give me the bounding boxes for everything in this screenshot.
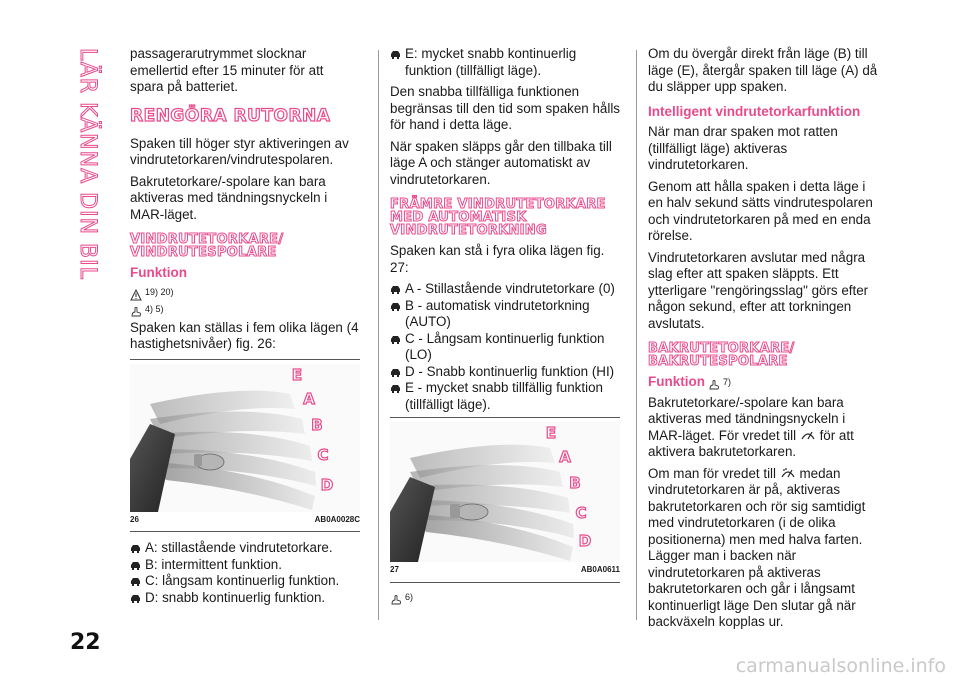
car-bullet-icon — [390, 367, 401, 377]
figure-27-caption — [390, 562, 620, 583]
fig27-letter-d: D — [578, 532, 592, 550]
list-item: B - automatisk vindrutetorkning (AUTO) — [390, 298, 620, 331]
list-item: A: stillastående vindrutetorkare. — [130, 540, 360, 557]
heading-clean-windows: RENGÖRA RUTORNA — [130, 105, 331, 126]
paragraph-direct-b-to-e: Om du övergår direkt från läge (B) till läge (E), återgår spaken till läge (A) då du släpper upp spaken. — [648, 46, 878, 94]
car-bullet-icon — [390, 383, 401, 393]
figure-27-code: AB0A0611 — [580, 565, 620, 574]
paragraph-fast-temp: Den snabba tillfälliga funktionen begränsas till den tid som spaken hålls för hand i detta läge. — [390, 84, 621, 132]
figure-27 — [390, 417, 620, 583]
list-item: D: snabb kontinuerlig funktion. — [130, 590, 360, 607]
paragraph-four-positions: Spaken kan stå i fyra olika lägen fig. 27: — [390, 243, 605, 275]
figure-26-code: AB0A0028C — [314, 514, 360, 524]
fig26-letter-c: C — [317, 445, 329, 464]
warning-triangle-icon — [130, 289, 142, 301]
fig27-letter-e: E — [545, 424, 557, 442]
list-item: D - Snabb kontinuerlig funktion (HI) — [390, 364, 620, 381]
list-item: C - Långsam kontinuerlig funktion (LO) — [390, 331, 620, 364]
paragraph-half-second: Genom att hålla spaken i detta läge i en halv sekund sätts vindrutespolaren och vindrutetorkaren på med en enda rörelse. — [648, 178, 873, 243]
rear-wiper-icon — [800, 429, 816, 441]
paragraph-release-lever: När spaken släpps går den tillbaka till läge A och stänger automatiskt av vindrutetorkaren. — [390, 138, 612, 187]
column-divider-2 — [636, 50, 637, 620]
position-list-2 — [390, 281, 620, 413]
fig26-letter-b: B — [311, 415, 323, 434]
watermark: carmanualsonline.info — [735, 655, 946, 677]
fig26-letter-e: E — [291, 365, 303, 384]
list-item: E: mycket snabb kontinuerlig funktion (tillfälligt läge). — [390, 46, 620, 79]
figure-27-number: 27 — [390, 565, 399, 574]
note-hand-icon — [390, 594, 402, 606]
figure-26-number: 26 — [130, 514, 139, 524]
car-bullet-icon — [390, 334, 401, 344]
heading-intelligent-wiper: Intelligent vindrutetorkarfunktion — [648, 103, 861, 119]
heading-rear-wiper-washer: BAKRUTETORKARE/ BAKRUTESPOLARE — [648, 341, 795, 369]
note-ref-fig27 — [390, 591, 620, 606]
column-1 — [130, 46, 360, 606]
paragraph-five-positions: Spaken kan ställas i fem olika lägen (4 hastighetsnivåer) fig. 26: — [130, 319, 359, 351]
column-2 — [390, 46, 620, 608]
rear-washer-icon — [780, 467, 796, 479]
heading-front-auto-wiper: FRÄMRE VINDRUTETORKARE MED AUTOMATISK VINDRUTETORKNING — [390, 197, 606, 238]
car-bullet-icon — [130, 560, 141, 570]
note-ref-text: 4) 5) — [145, 304, 164, 314]
paragraph-pull-lever: När man drar spaken mot ratten (tillfälligt läge) aktiveras vindrutetorkaren. — [648, 124, 838, 172]
note-ref-text: 7) — [723, 377, 732, 387]
fig27-letter-a: A — [559, 448, 571, 466]
heading-function: Funktion — [130, 265, 187, 280]
column-3 — [648, 46, 878, 636]
position-list-1 — [130, 540, 360, 606]
heading-rear-function-label: Funktion — [648, 374, 705, 389]
figure-26-caption — [130, 512, 360, 533]
list-item: E - mycket snabb tillfällig funktion (tillfälligt läge). — [390, 380, 620, 413]
warning-ref-text: 19) 20) — [145, 287, 174, 297]
side-chapter-label: LÄR KÄNNA DIN BIL — [75, 48, 100, 280]
paragraph-right-lever: Spaken till höger styr aktiveringen av vindrutetorkaren/vindrutespolaren. — [130, 135, 349, 167]
warning-ref-1 — [130, 286, 360, 301]
paragraph-rear-activate: Bakrutetorkare/-spolare kan bara aktiveras med tändningsnyckeln i MAR-läget. För vredet till för att aktivera bakrutetorkaren. — [648, 394, 854, 459]
figure-26 — [130, 359, 360, 533]
heading-rear-function — [648, 374, 878, 391]
paragraph-cleaning-stroke: Vindrutetorkaren avslutar med några slag efter att spaken släppts. Ett ytterligare "rengöringsslag" görs efter någon sekund, efter att torkningen avslutats. — [648, 249, 869, 331]
car-bullet-icon — [130, 543, 141, 553]
list-item: C: långsam kontinuerlig funktion. — [130, 573, 360, 590]
car-bullet-icon — [130, 593, 141, 603]
side-chapter-tab — [75, 48, 100, 280]
warning-ref-2 — [130, 303, 360, 318]
fig26-letter-a: A — [303, 389, 315, 408]
car-bullet-icon — [130, 576, 141, 586]
fig27-letter-c: C — [575, 504, 587, 522]
list-item: A - Stillastående vindrutetorkare (0) — [390, 281, 620, 298]
intro-paragraph: passagerarutrymmet slocknar emellertid efter 15 minuter för att spara på batteriet. — [130, 46, 324, 94]
fig27-letter-b: B — [569, 474, 581, 492]
note-hand-icon — [708, 379, 720, 391]
paragraph-rear-with-front: Om man för vredet till medan vindrutetorkaren är på, aktiveras bakrutetorkaren och rör sig samtidigt med vindrutetorkaren (i de olika positionerna) men med halva farten. Lägger man i backen när vindrutetorkaren på aktiveras bakrutetorkaren och går i långsamt kontinuerligt läge Den slutar gå när backväxeln kopplas ur. — [648, 465, 866, 629]
list-item: B: intermittent funktion. — [130, 557, 360, 574]
page-number: 22 — [70, 630, 101, 655]
car-bullet-icon — [390, 49, 401, 59]
fig26-letter-d: D — [320, 475, 334, 494]
note-hand-icon — [130, 306, 142, 318]
car-bullet-icon — [390, 301, 401, 311]
paragraph-rear-wiper-key: Bakrutetorkare/-spolare kan bara aktiveras med tändningsnyckeln i MAR-läget. — [130, 173, 328, 222]
heading-wiper-washer: VINDRUTETORKARE/ VINDRUTESPOLARE — [130, 232, 284, 260]
car-bullet-icon — [390, 284, 401, 294]
note-ref-text: 6) — [405, 592, 414, 602]
column-divider-1 — [378, 50, 379, 620]
auto-wiper-lever-image — [390, 422, 620, 562]
wiper-lever-image — [130, 364, 360, 512]
